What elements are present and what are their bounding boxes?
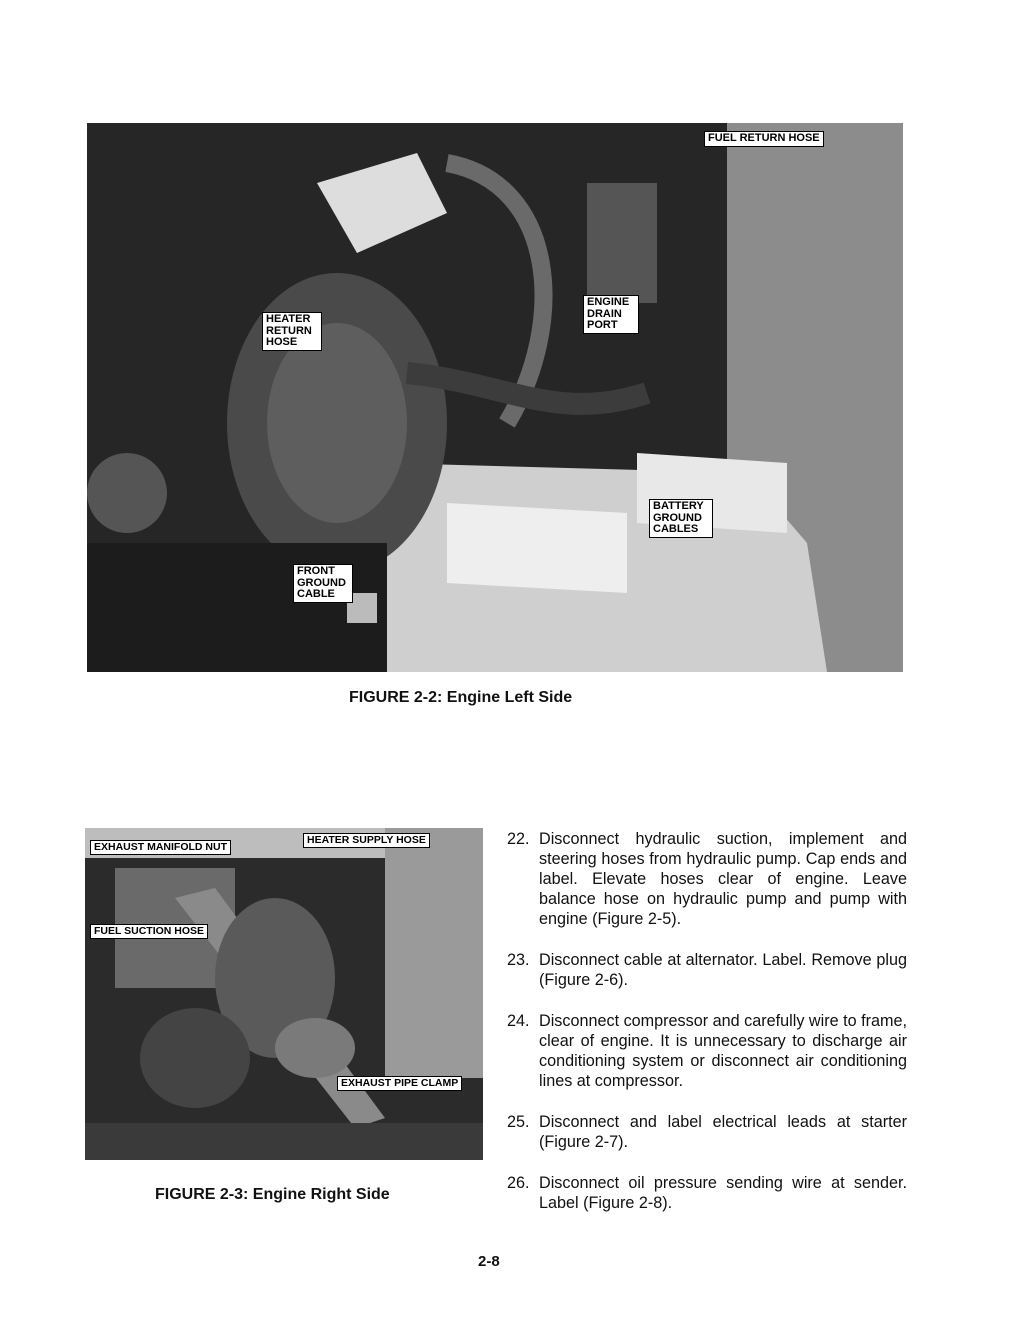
step-number: 23. [507,951,530,969]
step-25 [507,1112,907,1152]
step-number: 26. [507,1174,530,1192]
step-number: 25. [507,1113,530,1131]
callout-heater-supply-hose: HEATER SUPPLY HOSE [303,833,430,848]
engine-left-side-photo [87,123,903,672]
step-text: Disconnect and label electrical leads at starter (Figure 2-7). [539,1113,907,1151]
page-number: 2-8 [478,1253,500,1270]
step-26 [507,1173,907,1213]
figure-2-3-caption: FIGURE 2-3: Engine Right Side [155,1186,390,1203]
figure-2-2-caption: FIGURE 2-2: Engine Left Side [349,689,573,706]
engine-left-photo-graphic [87,123,903,672]
callout-exhaust-pipe-clamp: EXHAUST PIPE CLAMP [337,1076,462,1091]
step-text: Disconnect cable at alternator. Label. Remove plug (Figure 2-6). [539,951,907,989]
step-23 [507,950,907,990]
callout-front-ground-cable: FRONT GROUND CABLE [293,564,353,603]
step-text: Disconnect hydraulic suction, implement and steering hoses from hydraulic pump. Cap ends and label. Elevate hoses clear of engine. Leave balance hose on hydraulic pump and pump with engine (Figure 2-5). [539,830,907,928]
callout-exhaust-manifold-nut: EXHAUST MANIFOLD NUT [90,840,231,855]
callout-engine-drain-port: ENGINE DRAIN PORT [583,295,639,334]
callout-battery-ground-cables: BATTERY GROUND CABLES [649,499,713,538]
callout-fuel-suction-hose: FUEL SUCTION HOSE [90,924,208,939]
engine-right-photo-graphic [85,828,483,1160]
engine-right-side-photo [85,828,483,1160]
step-number: 22. [507,830,530,848]
procedure-steps [507,829,907,1234]
callout-heater-return-hose: HEATER RETURN HOSE [262,312,322,351]
step-22 [507,829,907,929]
step-number: 24. [507,1012,530,1030]
step-text: Disconnect oil pressure sending wire at sender. Label (Figure 2-8). [539,1174,907,1212]
step-24 [507,1011,907,1091]
callout-fuel-return-hose: FUEL RETURN HOSE [704,131,824,147]
step-text: Disconnect compressor and carefully wire to frame, clear of engine. It is unnecessary to discharge air conditioning system or disconnect air conditioning lines at compressor. [539,1012,907,1090]
